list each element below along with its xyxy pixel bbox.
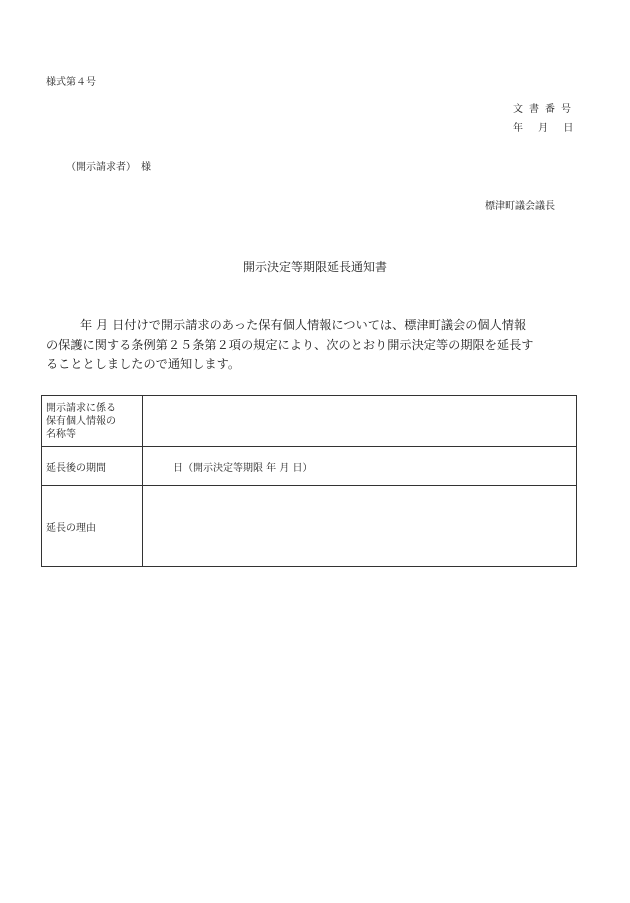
- addressee: （開示請求者） 様: [66, 162, 151, 173]
- body-line: 年 月 日付けで開示請求のあった保有個人情報については、標津町議会の個人情報: [80, 318, 527, 332]
- reason-value: [143, 486, 577, 567]
- period-value: 日（開示決定等期限 年 月 日）: [143, 447, 577, 486]
- body-line: の保護に関する条例第２５条第２項の規定により、次のとおり開示決定等の期限を延長す: [46, 337, 534, 352]
- period-label: 延長後の期間: [42, 447, 143, 486]
- reason-label: 延長の理由: [42, 486, 143, 567]
- date-label: 年 月 日: [513, 123, 574, 134]
- body-text: [46, 316, 586, 375]
- document-title: 開示決定等期限延長通知書: [242, 260, 387, 274]
- sender: 標津町議会議長: [485, 201, 555, 212]
- table-row: [42, 396, 577, 447]
- doc-number-label: 文書番号: [513, 104, 577, 115]
- table-row: [42, 447, 577, 486]
- extension-table: [41, 395, 577, 567]
- info-name-label: 開示請求に係る保有個人情報の名称等: [42, 396, 143, 447]
- table-row: [42, 486, 577, 567]
- info-name-value: [143, 396, 577, 447]
- body-line: ることとしましたので通知します。: [46, 357, 241, 371]
- form-number: 様式第４号: [46, 77, 96, 88]
